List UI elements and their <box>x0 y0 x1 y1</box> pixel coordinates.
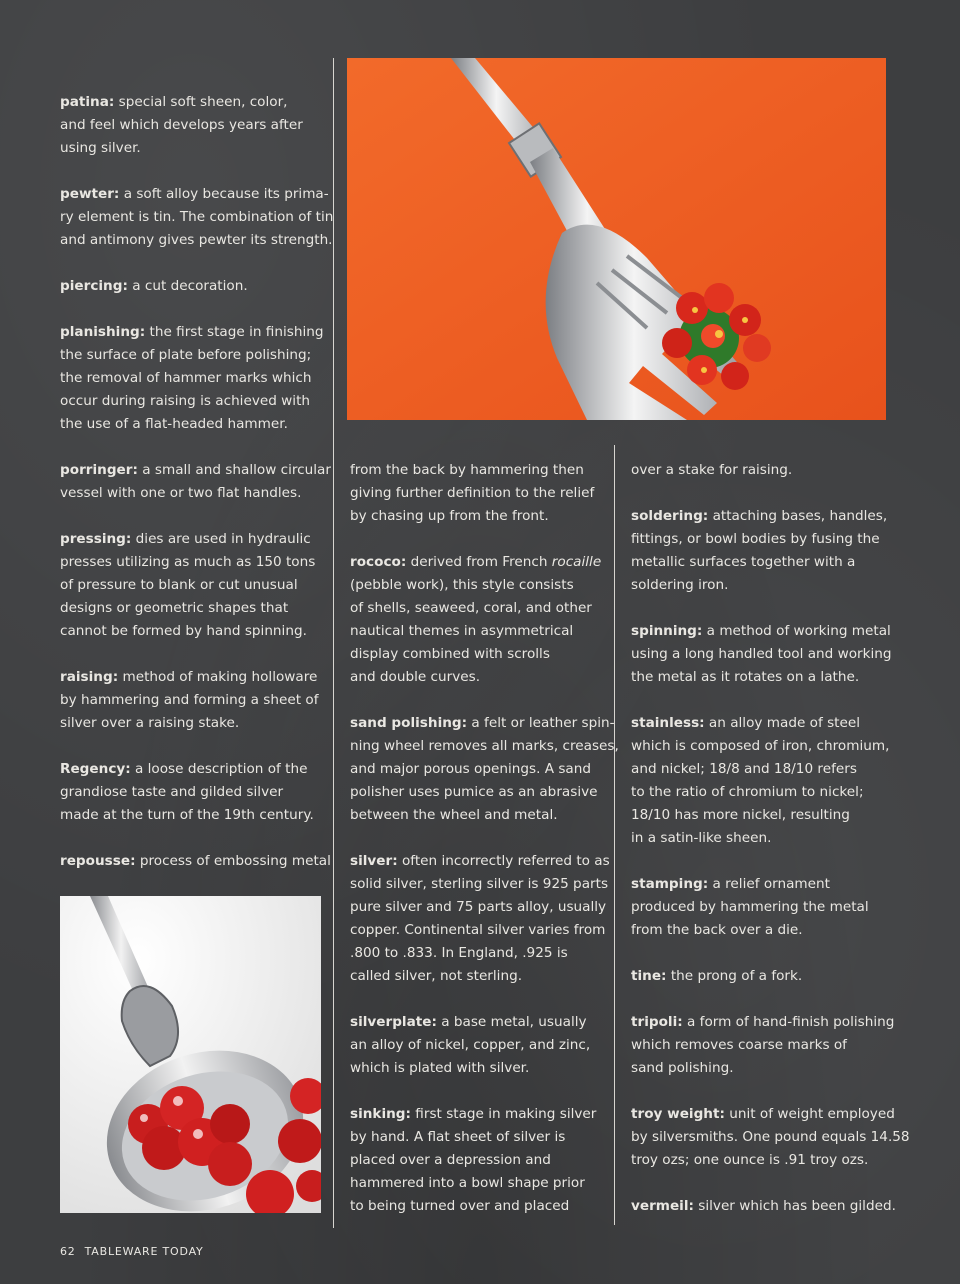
glossary-line <box>631 459 893 482</box>
glossary-entry <box>350 551 608 689</box>
glossary-definition-text: nautical themes in asymmetrical <box>350 623 574 639</box>
glossary-line <box>350 574 608 597</box>
glossary-line <box>631 896 893 919</box>
glossary-definition-text: pure silver and 75 parts alloy, usually <box>350 899 607 915</box>
column-divider <box>614 445 615 1225</box>
glossary-definition-text: placed over a depression and <box>350 1152 551 1168</box>
glossary-entry <box>350 1011 608 1080</box>
glossary-definition-text: method of making holloware <box>118 669 318 685</box>
glossary-line <box>631 804 893 827</box>
glossary-line <box>60 689 322 712</box>
glossary-definition-text: in a satin-like sheen. <box>631 830 772 846</box>
glossary-definition-text: occur during raising is achieved with <box>60 393 311 409</box>
glossary-line <box>350 1034 608 1057</box>
glossary-definition-text: the first stage in finishing <box>145 324 324 340</box>
glossary-definition-text: by hammering and forming a sheet of <box>60 692 319 708</box>
glossary-line <box>60 528 322 551</box>
glossary-line <box>631 758 893 781</box>
glossary-line <box>60 551 322 574</box>
glossary-definition-text: 18/10 has more nickel, resulting <box>631 807 850 823</box>
glossary-line <box>60 229 333 252</box>
glossary-definition-text: a form of hand-finish polishing <box>682 1014 895 1030</box>
glossary-definition-text: silver over a raising stake. <box>60 715 240 731</box>
glossary-definition-text: copper. Continental silver varies from <box>350 922 606 938</box>
glossary-definition-text: display combined with scrolls <box>350 646 550 662</box>
glossary-definition-text: a small and shallow circular <box>137 462 331 478</box>
glossary-definition-text: sand polishing. <box>631 1060 734 1076</box>
glossary-line <box>631 735 893 758</box>
glossary-line <box>60 597 322 620</box>
glossary-line <box>631 1034 893 1057</box>
glossary-definition-text: which removes coarse marks of <box>631 1037 847 1053</box>
glossary-term: silverplate: <box>350 1014 437 1030</box>
glossary-entry <box>350 712 619 827</box>
glossary-line <box>350 666 608 689</box>
glossary-entry <box>60 758 322 827</box>
glossary-term: soldering: <box>631 508 709 524</box>
glossary-definition-text: ning wheel removes all marks, creases, <box>350 738 619 754</box>
glossary-column-left <box>60 91 334 896</box>
glossary-entry <box>631 1011 893 1080</box>
glossary-line <box>631 965 893 988</box>
glossary-term: planishing: <box>60 324 146 340</box>
glossary-line <box>631 827 893 850</box>
glossary-definition-text: a soft alloy because its prima- <box>119 186 329 202</box>
glossary-definition-text: called silver, not sterling. <box>350 968 523 984</box>
glossary-definition-text: using silver. <box>60 140 141 156</box>
glossary-line <box>631 1126 910 1149</box>
glossary-line <box>631 919 893 942</box>
glossary-definition-text: solid silver, sterling silver is 925 parts <box>350 876 609 892</box>
glossary-line <box>350 505 608 528</box>
glossary-term: repousse: <box>60 853 136 869</box>
glossary-line <box>60 574 322 597</box>
glossary-definition-text: unit of weight employed <box>724 1106 895 1122</box>
glossary-entry <box>350 459 608 528</box>
glossary-line <box>60 137 322 160</box>
glossary-definition-text: the metal as it rotates on a lathe. <box>631 669 860 685</box>
glossary-definition-text: of pressure to blank or cut unusual <box>60 577 298 593</box>
glossary-entry <box>60 321 322 436</box>
column-divider <box>333 58 334 1228</box>
fork-with-flowers-photo <box>347 58 886 420</box>
glossary-line <box>350 1195 608 1218</box>
glossary-term: patina: <box>60 94 115 110</box>
glossary-line <box>350 643 608 666</box>
glossary-definition-text: the surface of plate before polishing; <box>60 347 312 363</box>
glossary-entry <box>631 965 893 988</box>
glossary-line <box>350 919 608 942</box>
glossary-line <box>350 735 619 758</box>
glossary-term: piercing: <box>60 278 128 294</box>
glossary-line <box>60 666 322 689</box>
glossary-definition-text: derived from French <box>406 554 552 570</box>
glossary-column-middle <box>350 459 619 1241</box>
glossary-term: pewter: <box>60 186 120 202</box>
glossary-entry <box>60 850 331 873</box>
glossary-definition-text: by chasing up from the front. <box>350 508 549 524</box>
glossary-term: stamping: <box>631 876 709 892</box>
glossary-line <box>60 206 334 229</box>
glossary-line <box>350 1172 608 1195</box>
glossary-definition-text: a relief ornament <box>708 876 830 892</box>
glossary-line <box>350 804 608 827</box>
glossary-definition-text: over a stake for raising. <box>631 462 793 478</box>
glossary-line <box>350 873 608 896</box>
glossary-line <box>60 781 322 804</box>
glossary-definition-text: dies are used in hydraulic <box>131 531 311 547</box>
glossary-line <box>631 643 893 666</box>
glossary-term: Regency: <box>60 761 131 777</box>
glossary-term: pressing: <box>60 531 132 547</box>
glossary-line <box>60 850 331 873</box>
glossary-column-right <box>631 459 910 1241</box>
glossary-line <box>350 1149 608 1172</box>
glossary-definition-text: often incorrectly referred to as <box>397 853 610 869</box>
glossary-line <box>631 620 893 643</box>
glossary-definition-text: using a long handled tool and working <box>631 646 892 662</box>
glossary-line <box>350 965 608 988</box>
glossary-entry <box>350 850 608 988</box>
glossary-term: raising: <box>60 669 119 685</box>
glossary-entry <box>60 459 331 505</box>
glossary-definition-text: by hand. A flat sheet of silver is <box>350 1129 566 1145</box>
glossary-definition-text: from the back over a die. <box>631 922 803 938</box>
glossary-definition-text: giving further definition to the relief <box>350 485 595 501</box>
glossary-entry <box>631 712 893 850</box>
glossary-line <box>631 1149 893 1172</box>
glossary-definition-text: metallic surfaces together with a <box>631 554 856 570</box>
glossary-definition-text: troy ozs; one ounce is .91 troy ozs. <box>631 1152 869 1168</box>
glossary-line <box>60 758 322 781</box>
spoon-with-berries-photo <box>60 896 321 1213</box>
glossary-term: porringer: <box>60 462 138 478</box>
glossary-term: vermeil: <box>631 1198 694 1214</box>
glossary-definition-text: and nickel; 18/8 and 18/10 refers <box>631 761 857 777</box>
glossary-term: tine: <box>631 968 667 984</box>
glossary-definition-text: polisher uses pumice as an abrasive <box>350 784 598 800</box>
glossary-line <box>60 459 331 482</box>
glossary-definition-text: the prong of a fork. <box>666 968 803 984</box>
glossary-entry <box>60 91 322 160</box>
glossary-line <box>60 482 322 505</box>
glossary-definition-text: designs or geometric shapes that <box>60 600 289 616</box>
glossary-definition-text: special soft sheen, color, <box>114 94 288 110</box>
glossary-entry <box>631 873 893 942</box>
glossary-entry <box>631 505 893 597</box>
glossary-line <box>60 413 322 436</box>
glossary-definition-text: first stage in making silver <box>410 1106 597 1122</box>
glossary-definition-text: a method of working metal <box>702 623 891 639</box>
publication-name: TABLEWARE TODAY <box>84 1245 204 1258</box>
glossary-definition-text: hammered into a bowl shape prior <box>350 1175 585 1191</box>
glossary-definition-text: ry element is tin. The combination of tin <box>60 209 334 225</box>
glossary-definition-text: produced by hammering the metal <box>631 899 869 915</box>
glossary-line <box>631 712 893 735</box>
glossary-line <box>350 620 608 643</box>
glossary-definition-text: to being turned over and placed <box>350 1198 570 1214</box>
glossary-term: silver: <box>350 853 398 869</box>
glossary-line <box>60 712 322 735</box>
glossary-line <box>631 1195 896 1218</box>
glossary-definition-text: soldering iron. <box>631 577 729 593</box>
glossary-definition-text: and major porous openings. A sand <box>350 761 591 777</box>
glossary-line <box>350 758 608 781</box>
glossary-entry <box>60 528 322 643</box>
glossary-line <box>60 114 322 137</box>
glossary-term: stainless: <box>631 715 705 731</box>
glossary-line <box>631 1103 893 1126</box>
glossary-line <box>60 183 329 206</box>
glossary-definition-text: fittings, or bowl bodies by fusing the <box>631 531 880 547</box>
glossary-definition-text: the removal of hammer marks which <box>60 370 312 386</box>
glossary-line <box>350 942 608 965</box>
glossary-entry <box>350 1103 608 1218</box>
glossary-line <box>631 505 893 528</box>
glossary-definition-text: to the ratio of chromium to nickel; <box>631 784 864 800</box>
glossary-line <box>350 459 608 482</box>
glossary-line <box>631 1057 893 1080</box>
glossary-line <box>60 620 322 643</box>
glossary-term: sand polishing: <box>350 715 468 731</box>
glossary-entry <box>60 275 322 298</box>
glossary-line <box>60 804 322 827</box>
glossary-definition-text: vessel with one or two flat handles. <box>60 485 302 501</box>
glossary-line <box>350 551 608 574</box>
glossary-definition-text: and antimony gives pewter its strength. <box>60 232 333 248</box>
glossary-definition-text: of shells, seaweed, coral, and other <box>350 600 592 616</box>
glossary-entry <box>60 666 322 735</box>
glossary-term: sinking: <box>350 1106 411 1122</box>
glossary-line <box>60 321 322 344</box>
glossary-line <box>631 1011 893 1034</box>
glossary-definition-text: grandiose taste and gilded silver <box>60 784 284 800</box>
glossary-line <box>350 896 608 919</box>
glossary-line <box>350 781 608 804</box>
glossary-line <box>631 551 893 574</box>
glossary-line <box>350 850 608 873</box>
page-number: 62 <box>60 1245 76 1258</box>
glossary-definition-text: presses utilizing as much as 150 tons <box>60 554 316 570</box>
glossary-entry <box>631 459 893 482</box>
page-footer <box>60 1245 213 1258</box>
glossary-definition-text: and feel which develops years after <box>60 117 303 133</box>
glossary-line <box>350 597 608 620</box>
glossary-line <box>350 1011 608 1034</box>
glossary-entry <box>60 183 334 252</box>
glossary-definition-text: silver which has been gilded. <box>693 1198 896 1214</box>
glossary-line <box>350 1057 608 1080</box>
glossary-definition-text: process of embossing metal <box>135 853 331 869</box>
glossary-definition-text: made at the turn of the 19th century. <box>60 807 314 823</box>
glossary-definition-text: which is plated with silver. <box>350 1060 530 1076</box>
glossary-definition-text: a loose description of the <box>130 761 308 777</box>
glossary-definition-text: from the back by hammering then <box>350 462 584 478</box>
glossary-definition-text: an alloy of nickel, copper, and zinc, <box>350 1037 591 1053</box>
glossary-line <box>60 275 322 298</box>
glossary-line <box>350 1103 608 1126</box>
glossary-definition-text: attaching bases, handles, <box>708 508 888 524</box>
glossary-term: rococo: <box>350 554 407 570</box>
glossary-definition-text: a cut decoration. <box>127 278 248 294</box>
glossary-definition-text: .800 to .833. In England, .925 is <box>350 945 568 961</box>
glossary-definition-text: between the wheel and metal. <box>350 807 558 823</box>
glossary-line <box>631 528 893 551</box>
glossary-term: troy weight: <box>631 1106 725 1122</box>
glossary-entry <box>631 620 893 689</box>
glossary-line <box>631 873 893 896</box>
glossary-definition-text: which is composed of iron, chromium, <box>631 738 890 754</box>
glossary-definition-text: (pebble work), this style consists <box>350 577 574 593</box>
glossary-definition-text: cannot be formed by hand spinning. <box>60 623 307 639</box>
glossary-definition-text: a felt or leather spin- <box>467 715 615 731</box>
glossary-entry <box>631 1103 910 1172</box>
glossary-line <box>350 712 615 735</box>
glossary-entry <box>631 1195 896 1218</box>
glossary-definition-text: a base metal, usually <box>436 1014 587 1030</box>
glossary-line <box>60 390 322 413</box>
glossary-line <box>631 666 893 689</box>
glossary-definition-text: and double curves. <box>350 669 481 685</box>
glossary-italic-word: rocaille <box>551 554 602 570</box>
glossary-line <box>60 91 322 114</box>
glossary-definition-text: an alloy made of steel <box>704 715 860 731</box>
glossary-line <box>350 482 608 505</box>
glossary-term: spinning: <box>631 623 703 639</box>
glossary-line <box>631 574 893 597</box>
glossary-line <box>60 344 322 367</box>
glossary-definition-text: the use of a flat-headed hammer. <box>60 416 288 432</box>
glossary-line <box>631 781 893 804</box>
glossary-definition-text: by silversmiths. One pound equals 14.58 <box>631 1129 910 1145</box>
glossary-line <box>60 367 322 390</box>
glossary-term: tripoli: <box>631 1014 683 1030</box>
glossary-line <box>350 1126 608 1149</box>
